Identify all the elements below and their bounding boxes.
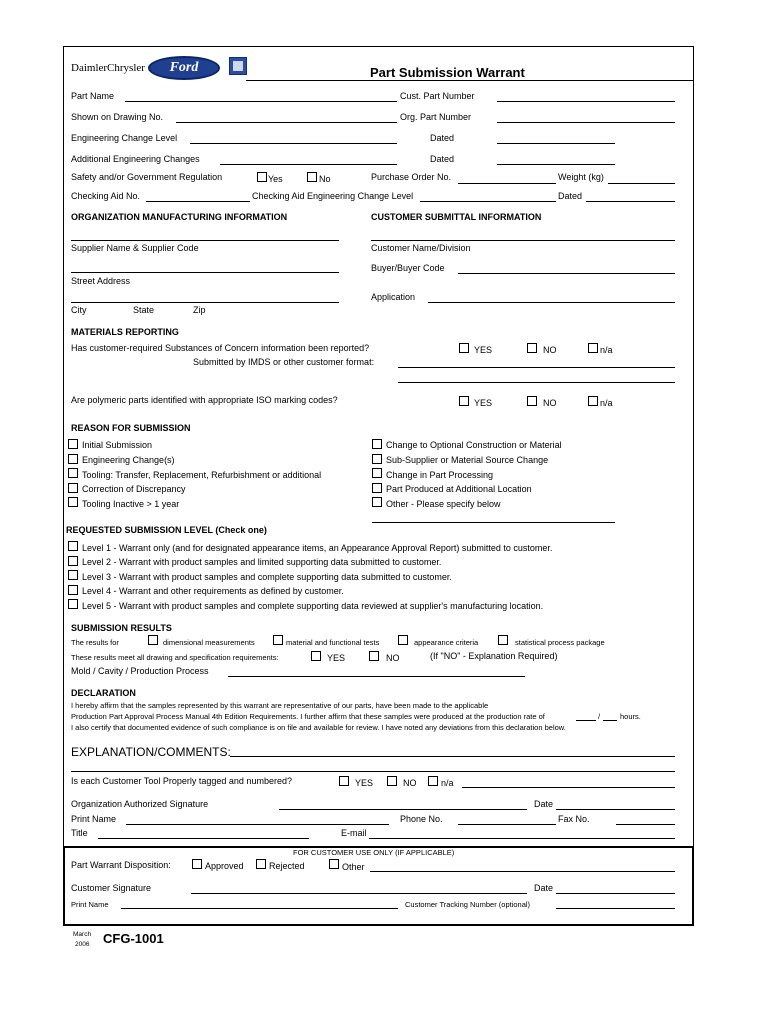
customer-print-name-field[interactable] (121, 908, 398, 909)
form-id: CFG-1001 (103, 931, 164, 946)
dated-field-1[interactable] (497, 143, 615, 144)
buyer-label: Buyer/Buyer Code (371, 263, 445, 273)
q1-yes-label: YES (474, 345, 493, 355)
cust-part-number-field[interactable] (497, 101, 675, 102)
dated-label-2: Dated (430, 154, 455, 164)
tool-yes-checkbox[interactable] (339, 776, 349, 786)
level-1-label: Level 1 - Warrant only (and for designated appearance items, an Appearance Approval Report) submitted to customer. (82, 543, 553, 553)
materials-heading: MATERIALS REPORTING (71, 327, 179, 337)
safety-no-label: No (319, 174, 331, 184)
title-field[interactable] (98, 838, 309, 839)
results-heading: SUBMISSION RESULTS (71, 623, 172, 633)
customer-date-field[interactable] (556, 893, 675, 894)
supplier-name-field[interactable] (71, 240, 339, 241)
reason-tooling-checkbox[interactable] (68, 468, 78, 478)
reason-sub-supplier-label: Sub-Supplier or Material Source Change (386, 455, 549, 465)
q2-no-checkbox[interactable] (527, 396, 537, 406)
tool-no-label: NO (403, 778, 417, 788)
rejected-checkbox[interactable] (256, 859, 266, 869)
checking-aid-field[interactable] (146, 201, 250, 202)
level-heading: REQUESTED SUBMISSION LEVEL (Check one) (66, 525, 267, 535)
other-label: Other (342, 862, 365, 872)
reason-other-label: Other - Please specify below (386, 499, 501, 509)
tool-tagged-label: Is each Customer Tool Properly tagged and numbered? (71, 776, 292, 786)
q1-na-label: n/a (600, 345, 613, 355)
meet-req-yes-checkbox[interactable] (311, 651, 321, 661)
city-state-zip-field[interactable] (71, 302, 339, 303)
supplier-name-label: Supplier Name & Supplier Code (71, 243, 199, 253)
org-info-heading: ORGANIZATION MANUFACTURING INFORMATION (71, 212, 288, 222)
reason-sub-supplier-checkbox[interactable] (372, 454, 382, 464)
level-3-label: Level 3 - Warrant with product samples and complete supporting data submitted to customer. (82, 572, 452, 582)
tool-yes-label: YES (355, 778, 374, 788)
phone-label: Phone No. (400, 814, 443, 824)
buyer-field[interactable] (458, 273, 675, 274)
customer-name-field[interactable] (371, 240, 675, 241)
reason-heading: REASON FOR SUBMISSION (71, 423, 191, 433)
customer-date-label: Date (534, 883, 554, 893)
org-signature-label: Organization Authorized Signature (71, 799, 209, 809)
level-4-checkbox[interactable] (68, 585, 78, 595)
shown-on-drawing-field[interactable] (176, 122, 397, 123)
customer-signature-field[interactable] (191, 893, 527, 894)
approved-label: Approved (205, 861, 244, 871)
city-label: City (71, 305, 87, 315)
level-2-label: Level 2 - Warrant with product samples and limited supporting data submitted to customer. (82, 557, 442, 567)
q2-na-label: n/a (600, 398, 613, 408)
level-3-checkbox[interactable] (68, 570, 78, 580)
checking-aid-change-level-label: Checking Aid Engineering Change Level (252, 191, 414, 201)
reason-eng-change-checkbox[interactable] (68, 454, 78, 464)
reason-eng-change-label: Engineering Change(s) (82, 455, 175, 465)
q1-na-checkbox[interactable] (588, 343, 598, 353)
cust-part-number-label: Cust. Part Number (400, 91, 475, 101)
level-5-checkbox[interactable] (68, 599, 78, 609)
declaration-line-1: I hereby affirm that the samples represented by this warrant are representative of our parts, have been made to the applicable (71, 701, 489, 710)
footer-year: 2006 (75, 941, 90, 948)
customer-use-frame (63, 846, 694, 926)
material-label: material and functional tests (286, 638, 380, 647)
reason-correction-checkbox[interactable] (68, 483, 78, 493)
safety-no-checkbox[interactable] (307, 172, 317, 182)
comments-line-2[interactable] (71, 771, 675, 772)
customer-print-name-label: Print Name (71, 900, 109, 909)
hours-label: hours. (620, 712, 641, 721)
form-title: Part Submission Warrant (370, 65, 525, 80)
customer-use-heading: FOR CUSTOMER USE ONLY (IF APPLICABLE) (293, 848, 455, 857)
gm-logo (229, 57, 247, 75)
customer-signature-label: Customer Signature (71, 883, 152, 893)
org-signature-field[interactable] (279, 809, 527, 810)
if-no-label: (If "NO" - Explanation Required) (430, 651, 558, 661)
state-label: State (133, 305, 155, 315)
materials-q1: Has customer-required Substances of Concern information been reported? (71, 343, 370, 353)
rate-hours-field[interactable] (603, 720, 617, 721)
reason-initial-checkbox[interactable] (68, 439, 78, 449)
purchase-order-label: Purchase Order No. (371, 172, 452, 182)
meet-req-yes-label: YES (327, 653, 346, 663)
reason-optional-construction-label: Change to Optional Construction or Material (386, 440, 562, 450)
meet-req-no-checkbox[interactable] (369, 651, 379, 661)
tool-no-checkbox[interactable] (387, 776, 397, 786)
spc-label: statistical process package (515, 638, 605, 647)
rate-parts-field[interactable] (576, 720, 596, 721)
materials-q1-sub: Submitted by IMDS or other customer format: (193, 357, 375, 367)
tool-field[interactable] (462, 787, 675, 788)
reason-tooling-label: Tooling: Transfer, Replacement, Refurbishment or additional (82, 470, 322, 480)
org-date-field[interactable] (556, 809, 675, 810)
level-2-checkbox[interactable] (68, 556, 78, 566)
reason-additional-location-label: Part Produced at Additional Location (386, 484, 532, 494)
title-label: Title (71, 828, 88, 838)
checking-aid-change-level-field[interactable] (420, 201, 556, 202)
ford-logo (148, 56, 220, 80)
reason-part-processing-label: Change in Part Processing (386, 470, 494, 480)
other-field[interactable] (370, 871, 675, 872)
org-print-name-field[interactable] (126, 824, 389, 825)
q1-no-label: NO (543, 345, 557, 355)
reason-additional-location-checkbox[interactable] (372, 483, 382, 493)
disposition-label: Part Warrant Disposition: (71, 860, 171, 870)
tool-na-checkbox[interactable] (428, 776, 438, 786)
safety-regulation-label: Safety and/or Government Regulation (71, 172, 223, 182)
email-field[interactable] (369, 838, 675, 839)
appearance-label: appearance criteria (414, 638, 479, 647)
org-print-name-label: Print Name (71, 814, 117, 824)
imds-field-1[interactable] (398, 367, 675, 368)
reason-tooling-inactive-checkbox[interactable] (68, 497, 78, 507)
declaration-heading: DECLARATION (71, 688, 136, 698)
safety-yes-checkbox[interactable] (257, 172, 267, 182)
footer-month: March (73, 931, 92, 938)
email-label: E-mail (341, 828, 367, 838)
reason-correction-label: Correction of Discrepancy (82, 484, 186, 494)
org-part-number-field[interactable] (497, 122, 675, 123)
additional-eng-changes-label: Additional Engineering Changes (71, 154, 200, 164)
appearance-checkbox[interactable] (398, 635, 408, 645)
declaration-line-2: Production Part Approval Process Manual 4th Edition Requirements. I further affirm that these samples were produced at the production rate of (71, 712, 545, 721)
q2-na-checkbox[interactable] (588, 396, 598, 406)
meet-req-label: These results meet all drawing and specification requirements: (71, 653, 279, 662)
mold-label: Mold / Cavity / Production Process (71, 666, 209, 676)
declaration-line-3: I also certify that documented evidence of such compliance is on file and available for review. I have noted any deviations from this declaration below. (71, 723, 566, 732)
q1-no-checkbox[interactable] (527, 343, 537, 353)
safety-yes-label: Yes (268, 174, 283, 184)
weight-field[interactable] (608, 183, 675, 184)
phone-field[interactable] (458, 824, 556, 825)
weight-label: Weight (kg) (558, 172, 604, 182)
approved-checkbox[interactable] (192, 859, 202, 869)
mold-field[interactable] (228, 676, 525, 677)
q2-no-label: NO (543, 398, 557, 408)
dated-label-3: Dated (558, 191, 583, 201)
zip-label: Zip (193, 305, 206, 315)
level-4-label: Level 4 - Warrant and other requirements as defined by customer. (82, 586, 344, 596)
org-part-number-label: Org. Part Number (400, 112, 472, 122)
reason-tooling-inactive-label: Tooling Inactive > 1 year (82, 499, 180, 509)
tracking-label: Customer Tracking Number (optional) (405, 900, 531, 909)
q1-yes-checkbox[interactable] (459, 343, 469, 353)
rejected-label: Rejected (269, 861, 305, 871)
comments-heading: EXPLANATION/COMMENTS: (71, 745, 231, 759)
ford-logo-text: Ford (169, 60, 199, 75)
reason-other-field[interactable] (372, 522, 615, 523)
customer-info-heading: CUSTOMER SUBMITTAL INFORMATION (371, 212, 542, 222)
results-for-label: The results for (71, 638, 119, 647)
purchase-order-field[interactable] (458, 183, 556, 184)
part-name-label: Part Name (71, 91, 115, 101)
dimensional-checkbox[interactable] (148, 635, 158, 645)
fax-field[interactable] (616, 824, 675, 825)
q2-yes-checkbox[interactable] (459, 396, 469, 406)
rate-separator: / (598, 712, 601, 721)
imds-field-2[interactable] (398, 382, 675, 383)
materials-q2: Are polymeric parts identified with appropriate ISO marking codes? (71, 395, 338, 405)
other-checkbox[interactable] (329, 859, 339, 869)
org-date-label: Date (534, 799, 554, 809)
level-1-checkbox[interactable] (68, 541, 78, 551)
dated-field-3[interactable] (586, 201, 675, 202)
level-5-label: Level 5 - Warrant with product samples and complete supporting data reviewed at supplier's manufacturing location. (82, 601, 544, 611)
customer-name-label: Customer Name/Division (371, 243, 471, 253)
application-label: Application (371, 292, 416, 302)
checking-aid-label: Checking Aid No. (71, 191, 141, 201)
material-checkbox[interactable] (273, 635, 283, 645)
reason-other-checkbox[interactable] (372, 497, 382, 507)
tracking-field[interactable] (556, 908, 675, 909)
street-address-field[interactable] (71, 272, 339, 273)
reason-initial-label: Initial Submission (82, 440, 153, 450)
additional-eng-changes-field[interactable] (220, 164, 397, 165)
reason-part-processing-checkbox[interactable] (372, 468, 382, 478)
daimlerchrysler-logo: DaimlerChrysler (71, 62, 145, 74)
tool-na-label: n/a (441, 778, 454, 788)
header-rule (246, 80, 694, 81)
q2-yes-label: YES (474, 398, 493, 408)
street-address-label: Street Address (71, 276, 131, 286)
reason-optional-construction-checkbox[interactable] (372, 439, 382, 449)
eng-change-level-label: Engineering Change Level (71, 133, 178, 143)
fax-label: Fax No. (558, 814, 590, 824)
dimensional-label: dimensional measurements (163, 638, 255, 647)
dated-label-1: Dated (430, 133, 455, 143)
part-name-field[interactable] (125, 101, 397, 102)
shown-on-drawing-label: Shown on Drawing No. (71, 112, 164, 122)
comments-line-1[interactable] (230, 756, 675, 757)
dated-field-2[interactable] (497, 164, 615, 165)
eng-change-level-field[interactable] (190, 143, 397, 144)
spc-checkbox[interactable] (498, 635, 508, 645)
application-field[interactable] (428, 302, 675, 303)
meet-req-no-label: NO (386, 653, 400, 663)
